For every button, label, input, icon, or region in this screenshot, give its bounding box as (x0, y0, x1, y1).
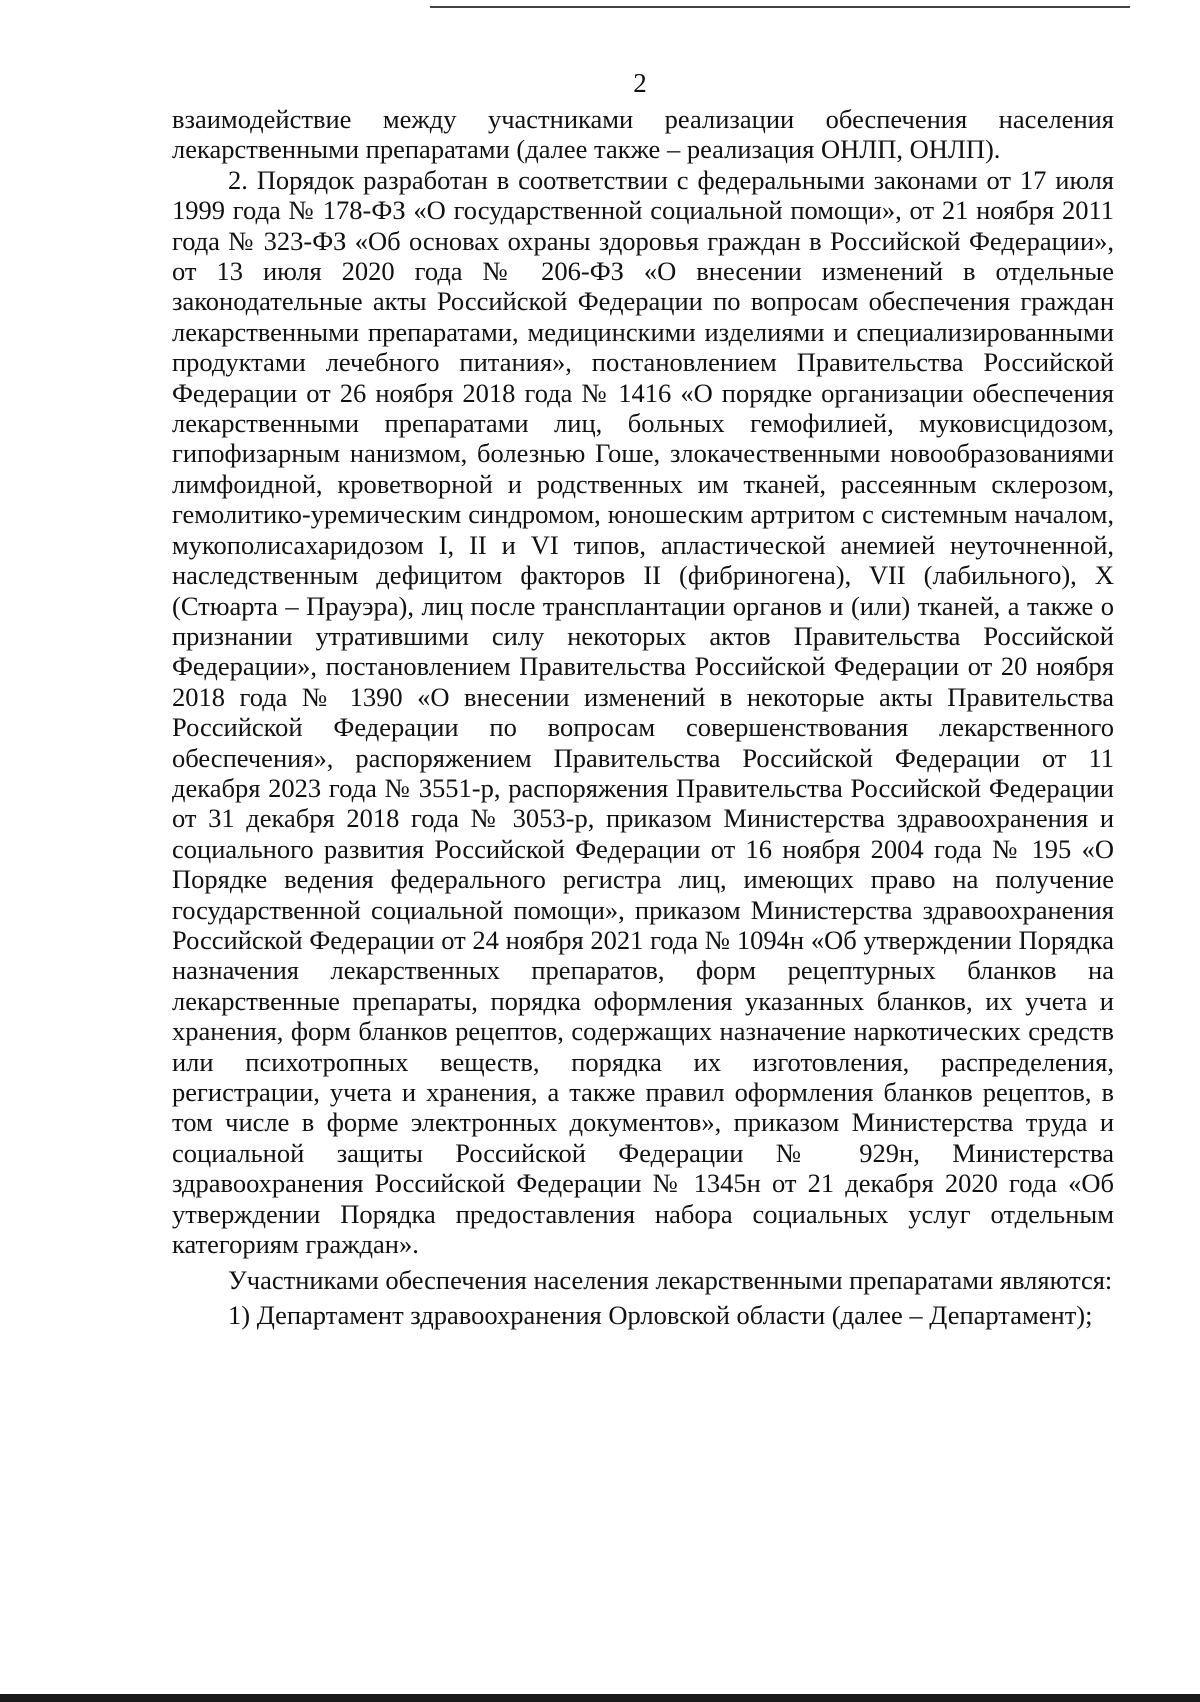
list-item-department: 1) Департамент здравоохранения Орловской области (далее – Департамент); (228, 1299, 1093, 1330)
page-number: 2 (633, 68, 647, 98)
paragraph-participants: Участниками обеспечения населения лекарственными препаратами являются: (228, 1265, 1113, 1296)
scan-bottom-edge (0, 1694, 1200, 1702)
document-body (172, 104, 1114, 1330)
paragraph-legal-basis: 2. Порядок разработан в соответствии с федеральными законами от 17 июля 1999 года № 178-ФЗ «О государственной социальной помощи», от 21 ноября 2011 года № 323-ФЗ «Об основах охраны здоровья граждан в Российской Федерации», от 13 июля 2020 года № 206-ФЗ «О внесении изменений в отдельные законодательные акты Российской Федерации по вопросам обеспечения граждан лекарственными препаратами, медицинскими изделиями и специализированными продуктами лечебного питания», постановлением Правительства Российской Федерации от 26 ноября 2018 года № 1416 «О порядке организации обеспечения лекарственными препаратами лиц, больных гемофилией, муковисцидозом, гипофизарным нанизмом, болезнью Гоше, злокачественными новообразованиями лимфоидной, кроветворной и родственных им тканей, рассеянным склерозом, гемолитико-уремическим синдромом, юношеским артритом с системным началом, мукополисахаридозом I, II и VI типов, апластической анемией неуточненной, наследственным дефицитом факторов II (фибриногена), VII (лабильного), X (Стюарта – Прауэра), лиц после трансплантации органов и (или) тканей, а также о признании утратившими силу некоторых актов Правительства Российской Федерации», постановлением Правительства Российской Федерации от 20 ноября 2018 года № 1390 «О внесении изменений в некоторые акты Правительства Российской Федерации по вопросам совершенствования лекарственного обеспечения», распоряжением Правительства Российской Федерации от 11 декабря 2023 года № 3551-р, распоряжения Правительства Российской Федерации от 31 декабря 2018 года № 3053-р, приказом Министерства здравоохранения и социального развития Российской Федерации от 16 ноября 2004 года № 195 «О Порядке ведения федерального регистра лиц, имеющих право на получение государственной социальной помощи», приказом Министерства здравоохранения Российской Федерации от 24 ноября 2021 года № 1094н «Об утверждении Порядка назначения лекарственных препаратов, форм рецептурных бланков на лекарственные препараты, порядка оформления указанных бланков, их учета и хранения, форм бланков рецептов, содержащих назначение наркотических средств или психотропных веществ, порядка их изготовления, распределения, регистрации, учета и хранения, а также правил оформления бланков рецептов, в том числе в форме электронных документов», приказом Министерства труда и социальной защиты Российской Федерации № 929н, Министерства здравоохранения Российской Федерации № 1345н от 21 декабря 2020 года «Об утверждении Порядка предоставления набора социальных услуг отдельным категориям граждан». (172, 164, 1114, 1260)
paragraph-continuation: взаимодействие между участниками реализации обеспечения населения лекарственными препаратами (далее также – реализация ОНЛП, ОНЛП). (172, 104, 1114, 165)
scan-top-line (430, 6, 1130, 8)
